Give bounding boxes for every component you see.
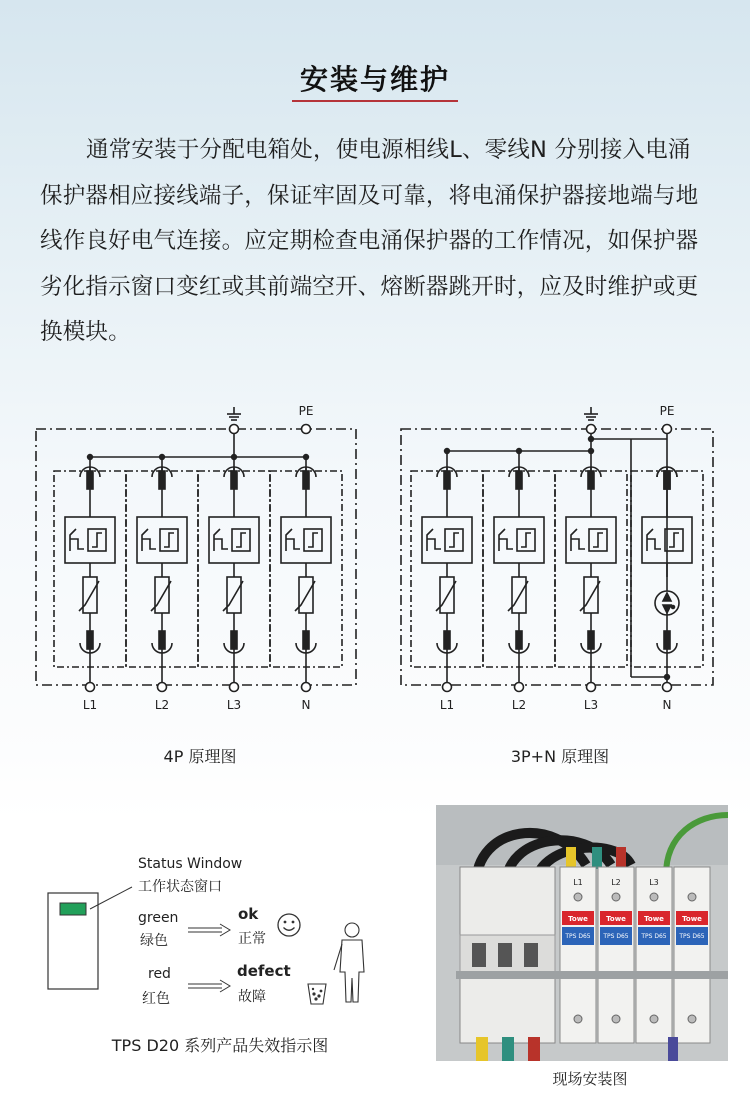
module-terminal-label: L2 bbox=[611, 878, 621, 887]
screw-icon bbox=[612, 1015, 620, 1023]
thermal-disconnector bbox=[281, 517, 331, 563]
status-window-green bbox=[60, 903, 86, 915]
screw-icon bbox=[650, 893, 658, 901]
line-terminal bbox=[302, 683, 311, 692]
photo-caption: 现场安装图 bbox=[552, 1070, 628, 1088]
line-terminal bbox=[587, 683, 596, 692]
line-terminal bbox=[86, 683, 95, 692]
person-icon bbox=[332, 922, 372, 1004]
terminal-label: L2 bbox=[154, 698, 170, 712]
terminal-label: N bbox=[301, 698, 311, 712]
status-window-title-cn: 工作状态窗口 bbox=[138, 879, 222, 895]
installation-paragraph: 通常安装于分配电箱处，使电源相线L、零线N 分别接入电涌保护器相应接线端子，保证牢固及可靠，将电涌保护器接地端与地线作良好电气连接。应定期检查电涌保护器的工作情况，如保护器劣化指示窗口变红或其前端空开、熔断器跳开时，应及时维护或更换模块。 bbox=[40, 137, 699, 345]
line-terminal bbox=[663, 683, 672, 692]
ground-terminal bbox=[587, 425, 596, 434]
terminal-label: L1 bbox=[439, 698, 455, 712]
status-window-title-en: Status Window bbox=[138, 856, 243, 872]
module-model: TPS D65 bbox=[679, 933, 705, 940]
status-figure-caption: TPS D20 系列产品失效指示图 bbox=[111, 1036, 329, 1055]
screw-icon bbox=[688, 1015, 696, 1023]
module-brand: Towe bbox=[568, 915, 588, 923]
screw-icon bbox=[688, 893, 696, 901]
defect-label-cn: 故障 bbox=[238, 989, 266, 1005]
pe-terminal bbox=[302, 425, 311, 434]
caption-4p: 4P 原理图 bbox=[163, 747, 237, 766]
line-terminal bbox=[443, 683, 452, 692]
line-terminal bbox=[515, 683, 524, 692]
pe-label: PE bbox=[298, 404, 314, 418]
screw-icon bbox=[650, 1015, 658, 1023]
thermal-disconnector bbox=[209, 517, 259, 563]
trash-bin-icon bbox=[304, 976, 330, 1006]
ok-label-en: ok bbox=[238, 905, 259, 923]
pe-terminal bbox=[663, 425, 672, 434]
diagram-4p bbox=[30, 395, 360, 735]
smiley-icon bbox=[276, 912, 302, 938]
module-brand: Towe bbox=[606, 915, 626, 923]
screw-icon bbox=[574, 893, 582, 901]
module-brand: Towe bbox=[682, 915, 702, 923]
arrow-right-icon bbox=[188, 979, 232, 993]
module-terminal-label: L3 bbox=[649, 878, 659, 887]
module-model: TPS D65 bbox=[565, 933, 591, 940]
terminal-label: L1 bbox=[82, 698, 98, 712]
red-label-cn: 红色 bbox=[142, 991, 170, 1007]
module-model: TPS D65 bbox=[641, 933, 667, 940]
green-label-cn: 绿色 bbox=[140, 933, 168, 949]
caption-3pn: 3P+N 原理图 bbox=[510, 747, 610, 766]
module-brand: Towe bbox=[644, 915, 664, 923]
terminal-label: L3 bbox=[583, 698, 599, 712]
pe-label: PE bbox=[659, 404, 675, 418]
module-model: TPS D65 bbox=[603, 933, 629, 940]
red-label-en: red bbox=[148, 966, 171, 982]
thermal-disconnector bbox=[566, 517, 616, 563]
installation-photo bbox=[436, 805, 728, 1061]
screw-icon bbox=[612, 893, 620, 901]
thermal-disconnector bbox=[137, 517, 187, 563]
terminal-label: L3 bbox=[226, 698, 242, 712]
green-label-en: green bbox=[138, 910, 179, 926]
line-terminal bbox=[230, 683, 239, 692]
defect-label-en: defect bbox=[237, 962, 291, 980]
screw-icon bbox=[574, 1015, 582, 1023]
line-terminal bbox=[158, 683, 167, 692]
thermal-disconnector bbox=[494, 517, 544, 563]
arrow-right-icon bbox=[188, 923, 232, 937]
module-terminal-label: L1 bbox=[573, 878, 583, 887]
thermal-disconnector bbox=[422, 517, 472, 563]
terminal-label: L2 bbox=[511, 698, 527, 712]
terminal-label: N bbox=[662, 698, 672, 712]
page-title: 安装与维护 bbox=[299, 63, 450, 96]
diagram-3pn bbox=[395, 395, 725, 735]
ok-label-cn: 正常 bbox=[238, 931, 266, 947]
ground-terminal bbox=[230, 425, 239, 434]
title-underline bbox=[292, 100, 458, 102]
thermal-disconnector bbox=[65, 517, 115, 563]
